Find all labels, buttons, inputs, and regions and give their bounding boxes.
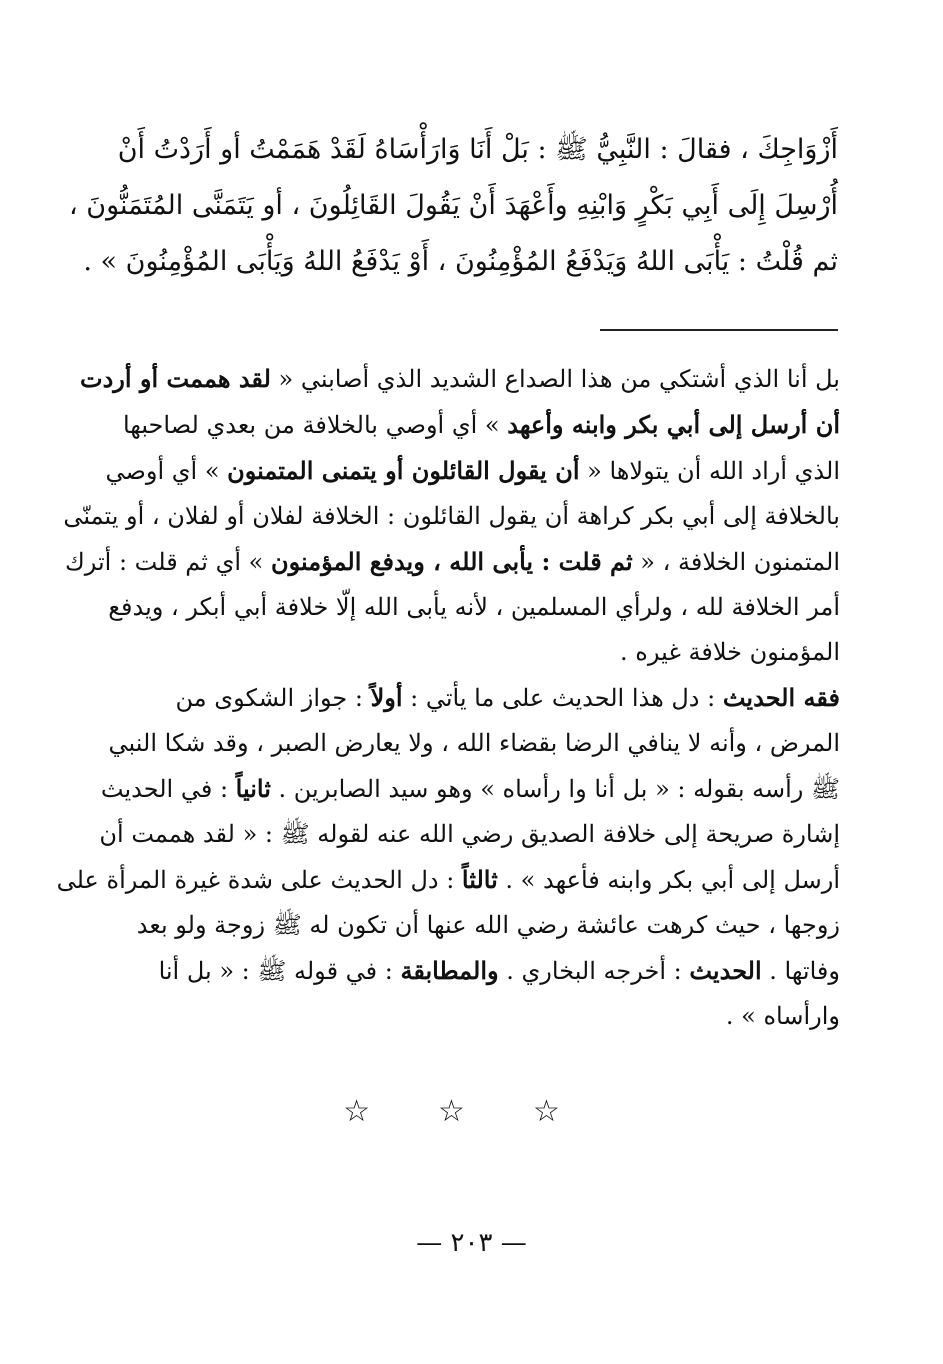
hadith-line-1: أَزْوَاجِكَ ، فقالَ : النَّبِيُّ ﷺ : بَلْ أَنَا وَارَأْسَاهُ لَقَدْ هَمَمْتُ أو أَرَدْتُ أَنْ bbox=[117, 134, 838, 165]
commentary-text: المتمنون الخلافة ، « bbox=[632, 548, 840, 576]
quoted-phrase: ثم قلت : يأبى الله ، ويدفع المؤمنون bbox=[270, 547, 633, 576]
commentary-line: المؤمنون خلافة غيره . bbox=[620, 638, 840, 666]
hadith-text bbox=[68, 122, 838, 290]
hadith-line-3: ثم قُلْتُ : يَأْبَى اللهُ وَيَدْفَعُ المُؤْمِنُونَ ، أَوْ يَدْفَعُ اللهُ وَيَأْبَى المُؤْمِنُونَ » . bbox=[83, 246, 838, 277]
fiqh-text: : في الحديث bbox=[100, 775, 236, 803]
section-heading: والمطابقة bbox=[400, 956, 499, 985]
fiqh-text: : جواز الشكوى من bbox=[175, 684, 371, 712]
fiqh-text: : دل الحديث على شدة غيرة المرأة على bbox=[56, 866, 462, 894]
hadith-line-2: أُرْسِلَ إِلَى أَبِي بَكْرٍ وَابْنِهِ وأَعْهَدَ أَنْ يَقُولَ القَائِلُونَ ، أو يَتَمَنَّى المُتَمَنُّونَ ، bbox=[68, 190, 838, 221]
commentary-line: بالخلافة إلى أبي بكر كراهة أن يقول القائلون : الخلافة لفلان أو لفلان ، أو يتمنّى bbox=[63, 502, 840, 530]
fiqh-text: : أخرجه البخاري . bbox=[498, 957, 690, 985]
commentary-line: أمر الخلافة لله ، ولرأي المسلمين ، لأنه يأبى الله إلّا خلافة أبي أبكر ، ويدفع bbox=[108, 593, 840, 621]
fiqh-line bbox=[56, 857, 840, 903]
quoted-phrase: لقد هممت أو أردت bbox=[80, 364, 271, 393]
section-heading: الحديث bbox=[689, 956, 762, 985]
star-icon: ☆ bbox=[343, 1094, 411, 1129]
star-icon: ☆ bbox=[532, 1094, 600, 1129]
fiqh-text: أرسل إلى أبي بكر وابنه فأعهد » . bbox=[497, 866, 840, 894]
commentary-line bbox=[80, 356, 840, 402]
page-number: — ٢٠٣ — bbox=[416, 1228, 527, 1258]
fiqh-line bbox=[90, 675, 840, 721]
footnote-separator bbox=[600, 329, 838, 331]
point-label: أولاً bbox=[370, 683, 403, 712]
commentary-line bbox=[64, 539, 840, 585]
fiqh-text: : دل هذا الحديث على ما يأتي : bbox=[402, 684, 723, 712]
quoted-phrase: أن يقول القائلون أو يتمنى المتمنون bbox=[227, 456, 580, 485]
fiqh-text: : في قوله ﷺ : « بل أنا bbox=[158, 957, 401, 985]
fiqh-text: ﷺ رأسه بقوله : « بل أنا وا رأساه » وهو سيد الصابرين . bbox=[270, 775, 840, 803]
point-label: ثالثاً bbox=[461, 865, 498, 894]
quoted-phrase: أن أرسل إلى أبي بكر وابنه وأعهد bbox=[507, 410, 840, 439]
fiqh-line: زوجها ، حيث كرهت عائشة رضي الله عنها أن تكون له ﷺ زوجة ولو بعد bbox=[136, 911, 840, 939]
fiqh-text: وفاتها . bbox=[761, 957, 840, 985]
point-label: ثانياً bbox=[235, 774, 271, 803]
commentary-text: بل أنا الذي أشتكي من هذا الصداع الشديد الذي أصابني « bbox=[270, 365, 840, 393]
commentary-line bbox=[90, 402, 840, 448]
fiqh-line bbox=[90, 948, 840, 994]
section-divider-stars bbox=[0, 1094, 943, 1129]
star-icon: ☆ bbox=[438, 1094, 505, 1129]
commentary bbox=[56, 356, 840, 1039]
fiqh-line: إشارة صريحة إلى خلافة الصديق رضي الله عنه لقوله ﷺ : « لقد هممت أن bbox=[99, 820, 840, 848]
fiqh-line: المرض ، وأنه لا ينافي الرضا بقضاء الله ، ولا يعارض الصبر ، وقد شكا النبي bbox=[108, 729, 840, 757]
fiqh-line: وارأساه » . bbox=[725, 1002, 840, 1030]
commentary-text: » أي أوصي بالخلافة من بعدي لصاحبها bbox=[122, 411, 508, 439]
commentary-text: » أي أوصي bbox=[105, 457, 228, 485]
fiqh-line bbox=[90, 766, 840, 812]
commentary-text: » أي ثم قلت : أترك bbox=[64, 548, 271, 576]
section-heading: فقه الحديث bbox=[722, 683, 840, 712]
commentary-line bbox=[90, 448, 840, 494]
commentary-text: الذي أراد الله أن يتولاها « bbox=[579, 457, 840, 485]
